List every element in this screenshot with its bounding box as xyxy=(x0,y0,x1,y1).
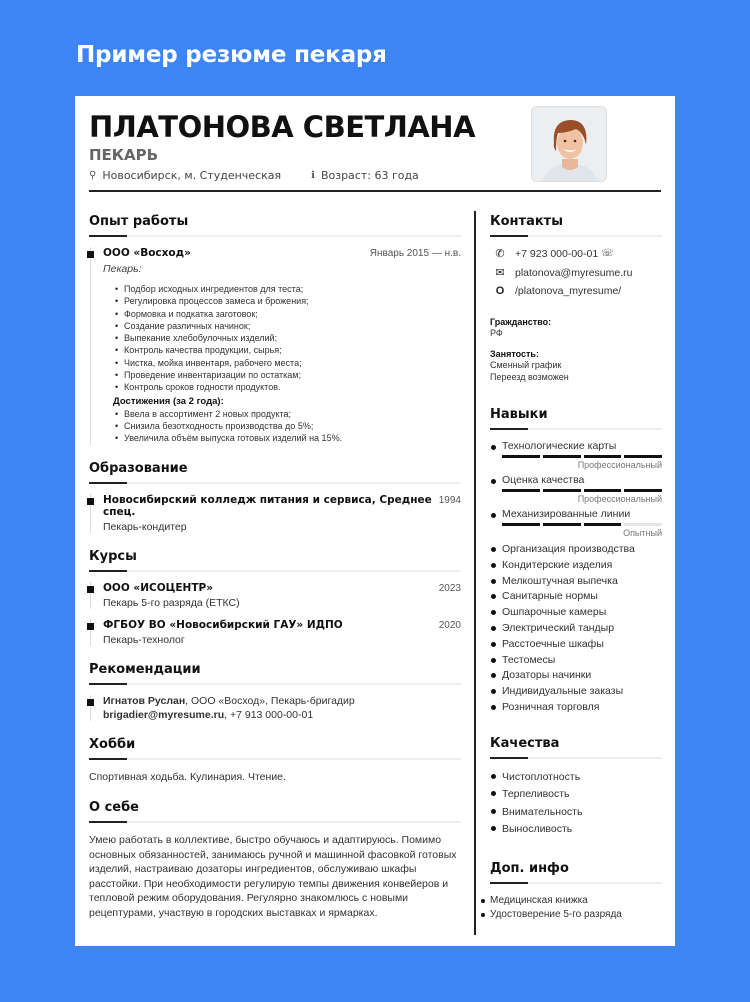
duty-item: • Контроль качества продукции, сырья; xyxy=(115,344,461,356)
rated-skill xyxy=(490,440,662,470)
skill-item: Индивидуальные заказы xyxy=(490,684,662,700)
reference-email[interactable]: brigadier@myresume.ru xyxy=(103,708,225,721)
section-underline xyxy=(490,428,662,430)
location: Новосибирск, м. Студенческая xyxy=(102,169,282,182)
email-address[interactable]: platonova@myresume.ru xyxy=(515,266,633,279)
section-underline xyxy=(89,821,461,823)
duty-item: • Создание различных начинок; xyxy=(115,320,461,332)
section-extra-info xyxy=(490,861,662,923)
portrait-illustration xyxy=(532,107,607,182)
course-entry xyxy=(90,619,461,646)
duty-item: • Формовка и подкатка заготовок; xyxy=(115,308,461,320)
section-underline xyxy=(89,758,461,760)
employment-value: Сменный график xyxy=(490,360,562,370)
contact-email xyxy=(494,266,662,279)
section-references xyxy=(89,662,461,721)
section-underline xyxy=(89,235,461,237)
section-title: Хобби xyxy=(89,736,136,752)
course-provider: ООО «ИСОЦЕНТР» xyxy=(103,581,213,594)
section-contacts xyxy=(490,214,662,383)
phone-number[interactable]: +7 923 000-00-01 xyxy=(515,247,599,260)
section-underline xyxy=(490,882,662,884)
section-underline xyxy=(89,570,461,572)
section-title: Опыт работы xyxy=(89,214,189,229)
duty-item: • Проведение инвентаризации по остаткам; xyxy=(115,369,461,381)
quality-item: Чистоплотность xyxy=(490,769,662,787)
skill-level-bars xyxy=(502,523,662,526)
map-marker-icon: ⚲ xyxy=(89,170,97,181)
employment-value: Переезд возможен xyxy=(490,372,569,382)
skill-level: Опытный xyxy=(623,528,662,538)
about-text: Умею работать в коллективе, быстро обучаюсь и адаптируюсь. Помимо основных обязанностей, занимаюсь ручной и машинной фасовкой готовых изделий, настраиваю дозаторы ингредиентов, обслуживаю шкафы расстойки. При необходимости регулирую темпы движения конвейеров и тепловой режим оборудования. Регулярно знакомлюсь с новыми рецептурами, участвую в городских выставках и ярмарках. xyxy=(89,834,457,919)
avatar xyxy=(531,106,607,182)
section-experience xyxy=(89,214,461,445)
course-provider: ФГБОУ ВО «Новосибирский ГАУ» ИДПО xyxy=(103,618,343,631)
course-name: Пекарь 5-го разряда (ЕТКС) xyxy=(103,596,240,609)
section-qualities xyxy=(490,736,662,839)
hobbies-text: Спортивная ходьба. Кулинария. Чтение. xyxy=(89,770,286,783)
institution: Новосибирский колледж питания и сервиса, Среднее спец. xyxy=(103,493,432,518)
main-column xyxy=(89,214,461,936)
reference-details: , ООО «Восход», Пекарь-бригадир xyxy=(185,694,355,707)
reference-phone: , +7 913 000-00-01 xyxy=(224,708,314,721)
column-divider xyxy=(474,211,476,935)
skills-list xyxy=(490,542,662,716)
candidate-role: ПЕКАРЬ xyxy=(89,146,159,164)
skill-item: Расстоечные шкафы xyxy=(490,637,662,653)
reference-name: Игнатов Руслан xyxy=(103,694,186,707)
skill-item: Электрический тандыр xyxy=(490,621,662,637)
rated-skill xyxy=(490,508,662,538)
skill-name: Технологические карты xyxy=(490,440,662,452)
employer: ООО «Восход» xyxy=(103,247,191,259)
duty-item: • Регулировка процессов замеса и брожения; xyxy=(115,295,461,307)
achievement-item: • Снизила безотходность производства до 5%; xyxy=(115,420,461,432)
section-hobbies xyxy=(89,737,461,785)
phone-icon: ✆ xyxy=(495,248,505,260)
sidebar-column xyxy=(490,214,662,939)
employment-label: Занятость: xyxy=(490,349,539,359)
specialty: Пекарь-кондитер xyxy=(103,520,187,533)
achievement-item: • Ввела в ассортимент 2 новых продукта; xyxy=(115,408,461,420)
section-title: Качества xyxy=(490,735,560,751)
course-name: Пекарь-технолог xyxy=(103,633,185,646)
candidate-name: ПЛАТОНОВА СВЕТЛАНА xyxy=(89,110,476,144)
info-icon: ℹ xyxy=(311,170,315,181)
experience-entry xyxy=(90,247,461,445)
section-title: Доп. инфо xyxy=(490,860,569,876)
course-entry xyxy=(90,582,461,609)
skill-item: Тестомесы xyxy=(490,653,662,669)
skill-name: Оценка качества xyxy=(490,474,662,486)
extra-info-list xyxy=(490,894,662,923)
contact-phone xyxy=(494,247,662,260)
skill-item: Ошпарочные камеры xyxy=(490,605,662,621)
skill-name: Механизированные линии xyxy=(490,508,662,520)
section-title: Образование xyxy=(89,460,188,476)
course-year: 2020 xyxy=(438,619,461,631)
social-handle[interactable]: /platonova_myresume/ xyxy=(515,285,622,297)
section-underline xyxy=(490,235,662,237)
achievements-list xyxy=(115,408,461,445)
section-education xyxy=(89,461,461,533)
section-skills xyxy=(490,407,662,716)
employment-dates: Январь 2015 — н.в. xyxy=(369,248,461,259)
section-about xyxy=(89,800,461,920)
section-title: Курсы xyxy=(89,548,137,564)
reference-entry xyxy=(90,695,461,721)
education-entry xyxy=(90,494,461,533)
resume-header xyxy=(89,110,661,192)
section-title: Рекомендации xyxy=(89,661,201,677)
extra-info-item: Медицинская книжка xyxy=(490,894,662,909)
duty-item: • Подбор исходных ингредиентов для теста; xyxy=(115,283,461,295)
section-underline xyxy=(89,482,461,484)
odnoklassniki-icon: О xyxy=(495,285,505,297)
duties-list xyxy=(115,283,461,394)
rated-skill xyxy=(490,474,662,504)
section-title: О себе xyxy=(89,800,139,816)
skill-level-bars xyxy=(502,455,662,458)
qualities-list xyxy=(490,769,662,839)
skill-level: Профессиональный xyxy=(577,494,662,504)
citizenship-label: Гражданство: xyxy=(490,317,552,327)
skill-level: Профессиональный xyxy=(577,460,662,470)
skill-item: Мелкоштучная выпечка xyxy=(490,574,662,590)
quality-item: Выносливость xyxy=(490,821,662,839)
skill-item: Розничная торговля xyxy=(490,700,662,716)
skill-item: Дозаторы начинки xyxy=(490,668,662,684)
position: Пекарь: xyxy=(103,263,142,275)
section-title: Навыки xyxy=(490,407,548,422)
resume-sheet xyxy=(75,96,675,946)
achievements-title: Достижения (за 2 года): xyxy=(113,395,224,407)
page-heading: Пример резюме пекаря xyxy=(76,42,387,68)
skill-item: Кондитерские изделия xyxy=(490,558,662,574)
section-underline xyxy=(89,683,461,685)
duty-item: • Выпекание хлебобулочных изделий; xyxy=(115,332,461,344)
section-courses xyxy=(89,549,461,646)
citizenship-value: РФ xyxy=(490,328,503,338)
section-underline xyxy=(490,757,662,759)
section-title: Контакты xyxy=(490,214,563,229)
duty-item: • Чистка, мойка инвентаря, рабочего места; xyxy=(115,357,461,369)
graduation-year: 1994 xyxy=(438,494,461,506)
envelope-icon: ✉ xyxy=(495,267,505,279)
skill-item: Санитарные нормы xyxy=(490,589,662,605)
duty-item: • Контроль сроков годности продуктов. xyxy=(115,381,461,393)
skill-level-bars xyxy=(502,489,662,492)
course-year: 2023 xyxy=(438,582,461,594)
quality-item: Внимательность xyxy=(490,804,662,822)
extra-info-item: Удостоверение 5-го разряда xyxy=(490,908,662,923)
quality-item: Терпеливость xyxy=(490,786,662,804)
contact-social xyxy=(494,285,662,297)
whatsapp-icon: ☏ xyxy=(601,248,614,259)
age: Возраст: 63 года xyxy=(320,169,419,182)
skill-item: Организация производства xyxy=(490,542,662,558)
achievement-item: • Увеличила объём выпуска готовых изделий на 15%. xyxy=(115,432,461,444)
